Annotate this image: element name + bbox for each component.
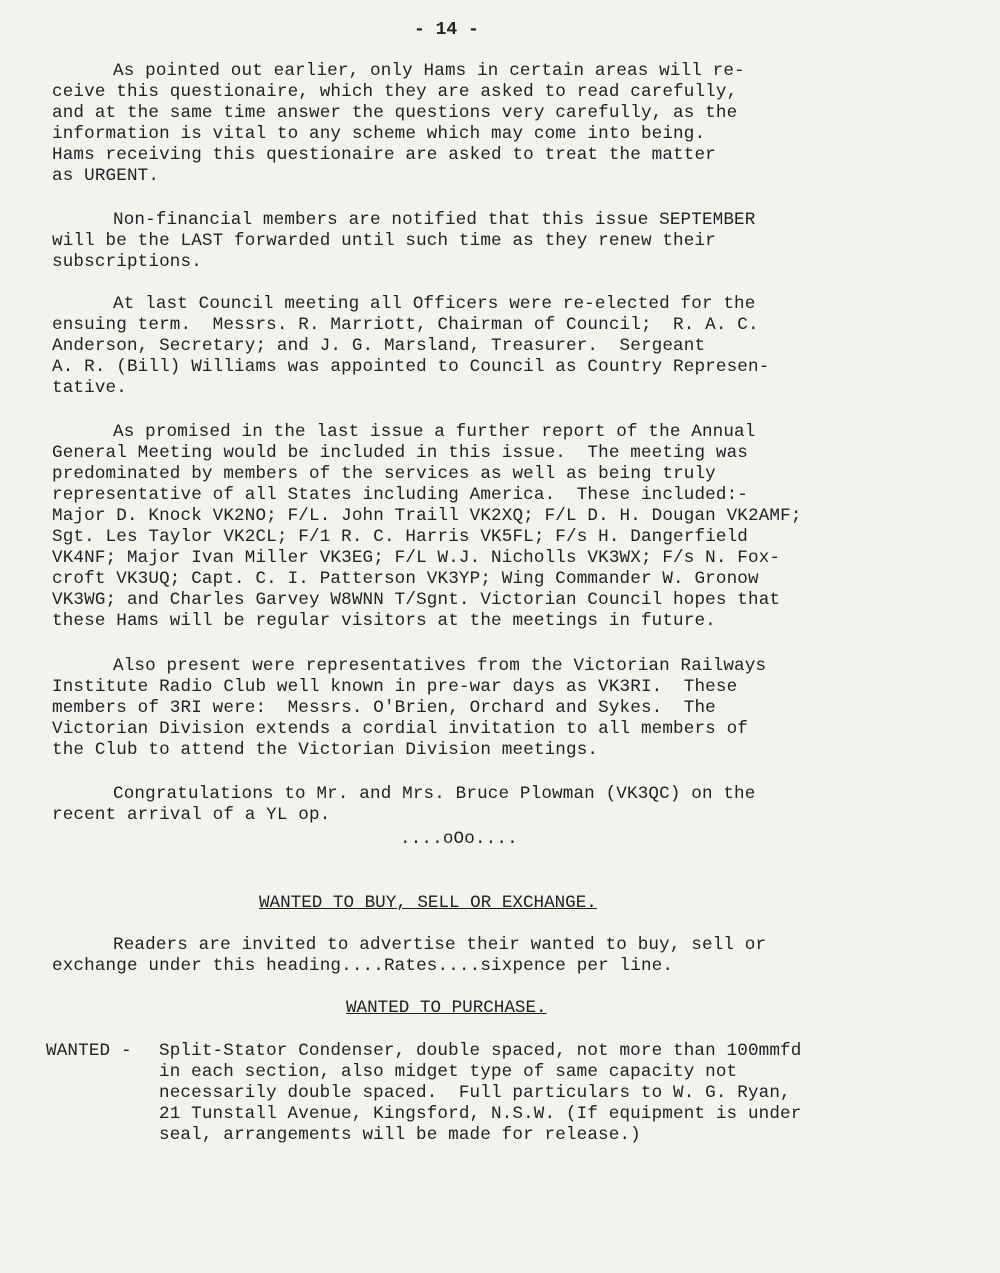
text-line: Congratulations to Mr. and Mrs. Bruce Plowman (VK3QC) on the	[113, 784, 756, 804]
text-line: information is vital to any scheme which may come into being.	[52, 124, 706, 144]
text-line: A. R. (Bill) Williams was appointed to Council as Country Represen-	[52, 357, 770, 377]
text-line: and at the same time answer the questions very carefully, as the	[52, 103, 738, 123]
text-line: General Meeting would be included in this issue. The meeting was	[52, 443, 749, 463]
text-line: Also present were representatives from the Victorian Railways	[113, 656, 767, 676]
text-line: Anderson, Secretary; and J. G. Marsland, Treasurer. Sergeant	[52, 336, 706, 356]
text-line: Split-Stator Condenser, double spaced, not more than 100mmfd	[159, 1041, 802, 1061]
text-line: representative of all States including America. These included:-	[52, 485, 749, 505]
text-line: croft VK3UQ; Capt. C. I. Patterson VK3YP; Wing Commander W. Gronow	[52, 569, 759, 589]
text-line: Major D. Knock VK2NO; F/L. John Traill VK2XQ; F/L D. H. Dougan VK2AMF;	[52, 506, 802, 526]
text-line: As promised in the last issue a further report of the Annual	[113, 422, 756, 442]
text-line: in each section, also midget type of same capacity not	[159, 1062, 738, 1082]
text-line: 21 Tunstall Avenue, Kingsford, N.S.W. (If equipment is under	[159, 1104, 802, 1124]
text-line: At last Council meeting all Officers were re-elected for the	[113, 294, 756, 314]
text-line: ceive this questionaire, which they are asked to read carefully,	[52, 82, 738, 102]
text-line: Sgt. Les Taylor VK2CL; F/1 R. C. Harris VK5FL; F/s H. Dangerfield	[52, 527, 749, 547]
text-line: the Club to attend the Victorian Division meetings.	[52, 740, 599, 760]
text-line: Non-financial members are notified that this issue SEPTEMBER	[113, 210, 756, 230]
text-line: seal, arrangements will be made for release.)	[159, 1125, 641, 1145]
page-number: - 14 -	[414, 20, 479, 40]
section-heading: WANTED TO BUY, SELL OR EXCHANGE.	[259, 893, 597, 913]
text-line: VK3WG; and Charles Garvey W8WNN T/Sgnt. Victorian Council hopes that	[52, 590, 781, 610]
text-line: recent arrival of a YL op.	[52, 805, 331, 825]
text-line: necessarily double spaced. Full particulars to W. G. Ryan,	[159, 1083, 791, 1103]
text-line: subscriptions.	[52, 252, 202, 272]
text-line: these Hams will be regular visitors at the meetings in future.	[52, 611, 716, 631]
text-line: ensuing term. Messrs. R. Marriott, Chairman of Council; R. A. C.	[52, 315, 759, 335]
text-line: Institute Radio Club well known in pre-war days as VK3RI. These	[52, 677, 738, 697]
text-line: as URGENT.	[52, 166, 160, 186]
wanted-label: WANTED -	[46, 1041, 132, 1061]
text-line: will be the LAST forwarded until such time as they renew their	[52, 231, 716, 251]
text-line: Hams receiving this questionaire are asked to treat the matter	[52, 145, 716, 165]
text-line: members of 3RI were: Messrs. O'Brien, Orchard and Sykes. The	[52, 698, 716, 718]
text-line: Victorian Division extends a cordial invitation to all members of	[52, 719, 749, 739]
text-line: VK4NF; Major Ivan Miller VK3EG; F/L W.J. Nicholls VK3WX; F/s N. Fox-	[52, 548, 781, 568]
text-line: predominated by members of the services as well as being truly	[52, 464, 716, 484]
subsection-heading: WANTED TO PURCHASE.	[346, 998, 547, 1018]
text-line: exchange under this heading....Rates....sixpence per line.	[52, 956, 674, 976]
text-line: Readers are invited to advertise their wanted to buy, sell or	[113, 935, 767, 955]
text-line: As pointed out earlier, only Hams in certain areas will re-	[113, 61, 745, 81]
text-line: tative.	[52, 378, 127, 398]
section-separator: ....oOo....	[400, 829, 518, 849]
